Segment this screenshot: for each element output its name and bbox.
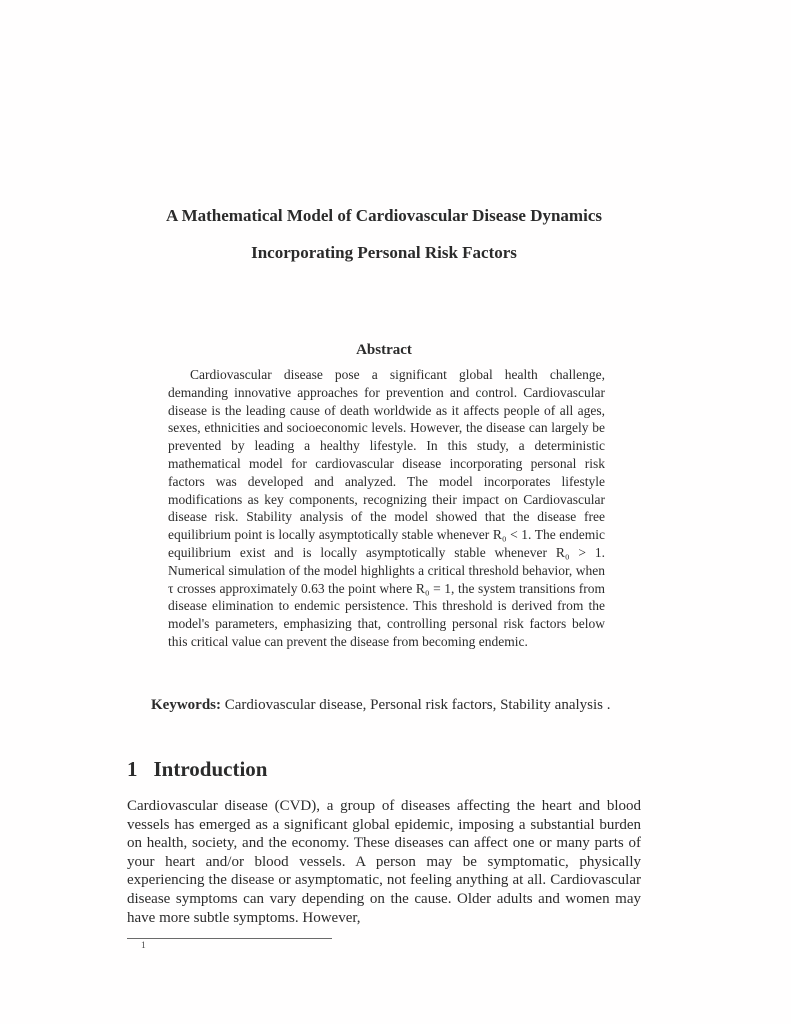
section-heading-introduction	[127, 756, 641, 782]
abstract-heading: Abstract	[356, 342, 412, 358]
keywords-text: Cardiovascular disease, Personal risk factors, Stability analysis .	[221, 697, 611, 713]
introduction-paragraph: Cardiovascular disease (CVD), a group of diseases affecting the heart and blood vessels has emerged as a significant global epidemic, imposing a substantial burden on health, society, and the economy. These diseases can affect one or many parts of your heart and/or blood vessels. A person may be symptomatic, physically experiencing the disease or asymptomatic, not feeling anything at all. Cardiovascular disease symptoms can vary depending on the cause. Older adults and women may have more subtle symptoms. However,	[127, 798, 641, 926]
keywords-label: Keywords:	[151, 697, 221, 713]
footnote-rule	[127, 938, 332, 939]
section-number: 1	[127, 757, 138, 781]
abstract-body: Cardiovascular disease pose a significant global health challenge, demanding innovative approaches for prevention and control. Cardiovascular disease is the leading cause of death worldwide as it affects people of all ages, sexes, ethnicities and socioeconomic levels. However, the disease can largely be prevented by leading a healthy lifestyle. In this study, a deterministic mathematical model for cardiovascular disease incorporating personal risk factors was developed and analyzed. The model incorporates lifestyle modifications as key components, recognizing their impact on Cardiovascular disease risk. Stability analysis of the model showed that the disease free equilibrium point is locally asymptotically stable whenever R₀ < 1. The endemic equilibrium exist and is locally asymptotically stable whenever R₀ > 1. Numerical simulation of the model highlights a critical threshold behavior, when τ crosses approximately 0.63 the point where R₀ = 1, the system transitions from disease elimination to endemic persistence. This threshold is derived from the model's parameters, emphasizing that, controlling personal risk factors below this critical value can prevent the disease from becoming endemic.	[168, 367, 605, 649]
keywords-line	[127, 696, 641, 715]
paper-title-line2: Incorporating Personal Risk Factors	[251, 243, 517, 262]
footnote-marker: 1	[141, 941, 146, 951]
paper-title-line1: A Mathematical Model of Cardiovascular Disease Dynamics	[166, 206, 602, 225]
section-title: Introduction	[153, 757, 268, 781]
